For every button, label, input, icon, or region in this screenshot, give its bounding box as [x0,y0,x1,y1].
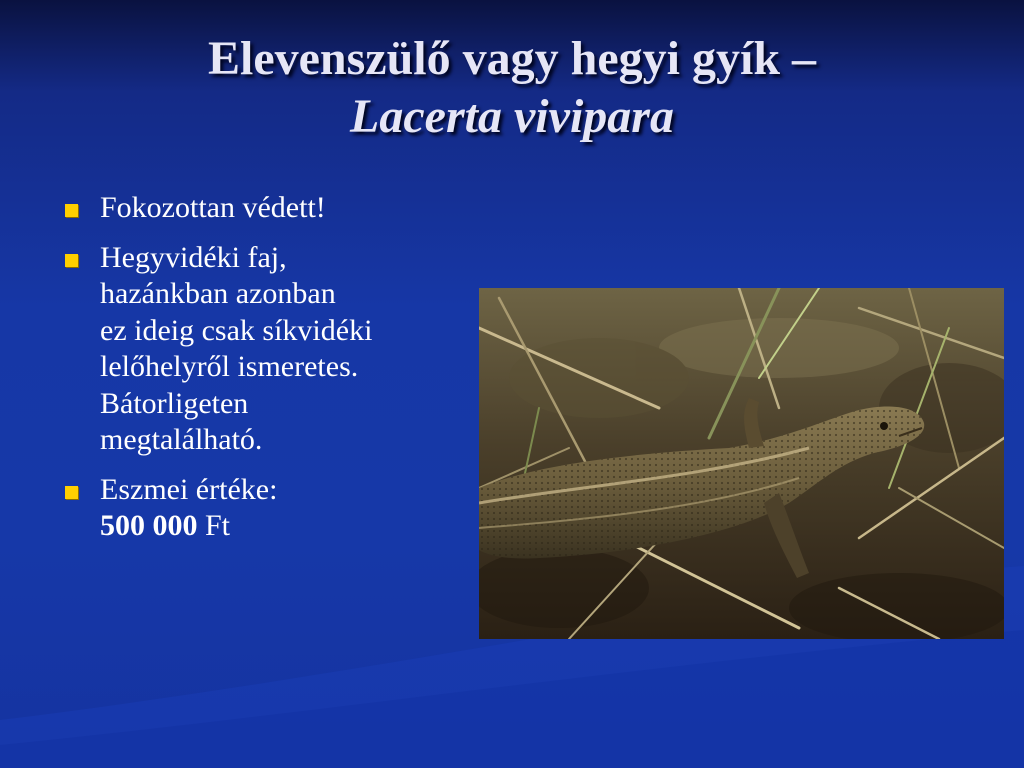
bullet-text-line: ez ideig csak síkvidéki [100,313,373,347]
bullet-item-value [62,472,462,545]
bullet-list [62,190,462,558]
bullet-text: Fokozottan védett! [100,191,326,224]
bullet-text-line: megtalálható. [100,423,263,456]
bullet-text-line: Eszmei értéke: [100,472,278,506]
lizard-photo [479,288,1004,639]
lizard-photo-illustration [479,288,1004,639]
slide-title [60,30,964,146]
bullet-text-line: Hegyvidéki faj, [100,240,287,274]
bullet-text-line: hazánkban azonban [100,277,336,310]
bullet-text-line: Bátorligeten [100,386,249,420]
price-unit: Ft [197,509,231,542]
bullet-square-icon [65,204,78,217]
title-line-1: Elevenszülő vagy hegyi gyík – [207,32,817,85]
title-line-2-species: Lacerta vivipara [350,90,674,143]
bullet-item-habitat [62,240,462,459]
price-value: 500 000 [100,509,198,542]
bullet-square-icon [65,486,78,499]
bullet-text-line: lelőhelyről ismeretes. [100,350,359,383]
bullet-square-icon [65,254,78,267]
bullet-item-protected [62,190,462,227]
